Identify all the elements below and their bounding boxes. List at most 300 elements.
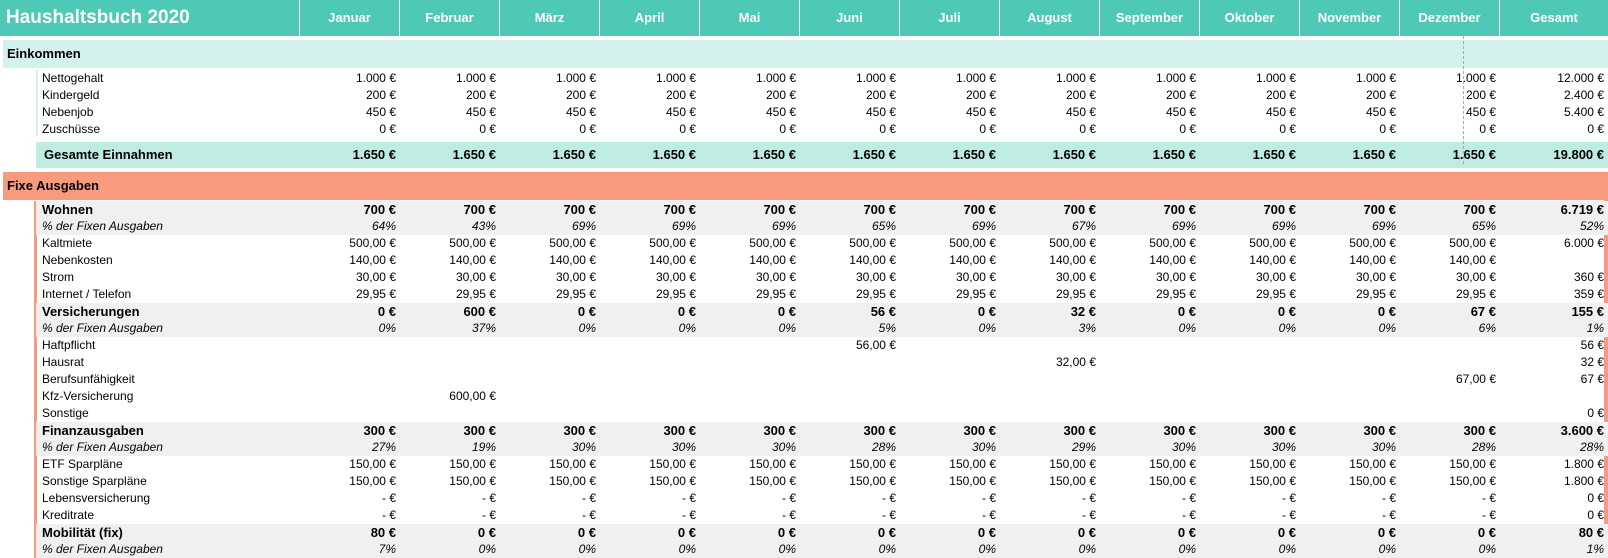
cell-month-7[interactable]: 1.650 € [952, 147, 996, 162]
cell-month-6[interactable]: 150,00 € [849, 474, 896, 488]
cell-month-9[interactable]: 0 € [1177, 525, 1196, 540]
cell-month-7[interactable]: 0% [978, 542, 996, 556]
cell-month-6[interactable] [800, 405, 900, 422]
cell-month-10[interactable]: 500,00 € [1249, 236, 1296, 250]
cell-month-12[interactable]: 150,00 € [1449, 474, 1496, 488]
row-label[interactable]: % der Fixen Ausgaben [42, 542, 163, 556]
cell-month-12[interactable]: 300 € [1463, 423, 1496, 438]
cell-month-5[interactable]: 30% [771, 440, 796, 454]
cell-month-5[interactable]: - € [781, 508, 796, 522]
cell-month-5[interactable]: 0% [778, 542, 796, 556]
cell-month-11[interactable]: 0 € [1377, 525, 1396, 540]
cell-month-8[interactable]: 3% [1078, 321, 1096, 335]
cell-month-2[interactable]: 150,00 € [449, 457, 496, 471]
cell-month-8[interactable]: 500,00 € [1049, 236, 1096, 250]
cell-month-10[interactable]: 0% [1278, 321, 1296, 335]
cell-month-2[interactable]: 200 € [465, 88, 496, 102]
cell-month-2[interactable]: 600,00 € [449, 389, 496, 403]
cell-month-2[interactable]: 600 € [463, 304, 496, 319]
cell-month-12[interactable]: 0 € [1479, 122, 1496, 136]
cell-month-6[interactable]: 29,95 € [855, 287, 896, 301]
cell-month-4[interactable]: 150,00 € [649, 474, 696, 488]
row-label[interactable]: Versicherungen [42, 304, 140, 319]
cell-total[interactable]: 5.400 € [1563, 105, 1604, 119]
row-label[interactable]: Finanzausgaben [42, 423, 144, 438]
cell-month-11[interactable]: 150,00 € [1349, 457, 1396, 471]
row-label[interactable]: % der Fixen Ausgaben [42, 321, 163, 335]
cell-total[interactable]: 80 € [1578, 525, 1604, 540]
section-income-title[interactable]: Einkommen [3, 40, 1608, 68]
cell-month-3[interactable]: 200 € [565, 88, 596, 102]
cell-total[interactable]: 3.600 € [1560, 423, 1604, 438]
cell-month-11[interactable]: 30% [1371, 440, 1396, 454]
cell-month-3[interactable]: 1.650 € [552, 147, 596, 162]
header-month-7[interactable]: Juli [900, 0, 1000, 36]
cell-month-12[interactable]: 1.650 € [1452, 147, 1496, 162]
header-month-11[interactable]: November [1300, 0, 1400, 36]
cell-month-8[interactable]: 450 € [1065, 105, 1096, 119]
cell-month-2[interactable]: 1.000 € [455, 71, 496, 85]
cell-month-10[interactable]: 140,00 € [1249, 253, 1296, 267]
cell-month-5[interactable] [700, 354, 800, 371]
cell-month-1[interactable]: 450 € [365, 105, 396, 119]
header-month-6[interactable]: Juni [800, 0, 900, 36]
cell-month-6[interactable]: 0% [878, 542, 896, 556]
cell-month-2[interactable]: 450 € [465, 105, 496, 119]
cell-month-5[interactable]: 150,00 € [749, 474, 796, 488]
cell-month-2[interactable]: 37% [471, 321, 496, 335]
cell-month-6[interactable]: - € [881, 508, 896, 522]
cell-month-3[interactable] [500, 337, 600, 354]
cell-month-7[interactable]: 0 € [977, 304, 996, 319]
cell-month-3[interactable]: 30,00 € [555, 270, 596, 284]
cell-month-9[interactable]: 140,00 € [1149, 253, 1196, 267]
cell-month-12[interactable]: 0% [1478, 542, 1496, 556]
cell-month-5[interactable]: - € [781, 491, 796, 505]
cell-month-6[interactable]: 450 € [865, 105, 896, 119]
cell-month-9[interactable] [1100, 337, 1200, 354]
cell-month-5[interactable]: 140,00 € [749, 253, 796, 267]
cell-month-9[interactable]: 1.650 € [1152, 147, 1196, 162]
cell-month-5[interactable]: 69% [771, 219, 796, 233]
cell-month-1[interactable]: 200 € [365, 88, 396, 102]
cell-month-4[interactable]: 300 € [663, 423, 696, 438]
cell-month-5[interactable] [700, 371, 800, 388]
cell-month-5[interactable] [700, 337, 800, 354]
cell-month-6[interactable]: 700 € [863, 202, 896, 217]
cell-month-3[interactable]: 700 € [563, 202, 596, 217]
cell-month-1[interactable]: 150,00 € [349, 457, 396, 471]
cell-month-3[interactable]: 140,00 € [549, 253, 596, 267]
cell-total[interactable]: 1.800 € [1563, 457, 1604, 471]
cell-month-6[interactable]: 5% [878, 321, 896, 335]
cell-month-10[interactable]: 30,00 € [1255, 270, 1296, 284]
cell-month-8[interactable]: 150,00 € [1049, 457, 1096, 471]
row-label[interactable]: Gesamte Einnahmen [44, 147, 173, 162]
cell-month-4[interactable] [600, 354, 700, 371]
row-label[interactable]: Nebenkosten [42, 253, 113, 267]
cell-month-5[interactable]: 1.000 € [755, 71, 796, 85]
cell-month-1[interactable]: 64% [371, 219, 396, 233]
cell-month-1[interactable]: - € [381, 491, 396, 505]
cell-total[interactable]: 12.000 € [1557, 71, 1604, 85]
cell-month-7[interactable] [900, 388, 1000, 405]
cell-month-6[interactable]: 500,00 € [849, 236, 896, 250]
header-month-9[interactable]: September [1100, 0, 1200, 36]
cell-month-6[interactable]: 150,00 € [849, 457, 896, 471]
cell-month-10[interactable]: 69% [1271, 219, 1296, 233]
cell-total[interactable]: 56 € [1580, 338, 1604, 352]
cell-month-11[interactable] [1300, 354, 1400, 371]
cell-month-11[interactable]: 1.000 € [1355, 71, 1396, 85]
cell-month-9[interactable]: 200 € [1165, 88, 1196, 102]
cell-month-4[interactable]: 30,00 € [655, 270, 696, 284]
cell-month-5[interactable]: 1.650 € [752, 147, 796, 162]
cell-total[interactable]: 1% [1586, 321, 1604, 335]
cell-total[interactable]: 6.000 € [1563, 236, 1604, 250]
cell-month-11[interactable]: 0% [1378, 542, 1396, 556]
cell-month-9[interactable]: - € [1181, 491, 1196, 505]
row-label[interactable]: Kindergeld [42, 88, 100, 102]
cell-total[interactable]: 28% [1579, 440, 1604, 454]
row-label[interactable]: Lebensversicherung [42, 491, 151, 505]
cell-month-9[interactable]: 0 € [1179, 122, 1196, 136]
cell-month-7[interactable]: 0% [978, 321, 996, 335]
cell-month-12[interactable]: 500,00 € [1449, 236, 1496, 250]
cell-month-2[interactable]: - € [481, 508, 496, 522]
cell-month-10[interactable]: - € [1281, 491, 1296, 505]
cell-month-12[interactable]: 67,00 € [1455, 372, 1496, 386]
section-fixed-title[interactable]: Fixe Ausgaben [3, 172, 1608, 200]
cell-month-4[interactable] [600, 388, 700, 405]
cell-month-8[interactable] [1000, 371, 1100, 388]
header-month-5[interactable]: Mai [700, 0, 800, 36]
cell-month-1[interactable]: 27% [371, 440, 396, 454]
cell-month-4[interactable]: 450 € [665, 105, 696, 119]
cell-month-9[interactable]: 69% [1171, 219, 1196, 233]
cell-total[interactable]: 1% [1586, 542, 1604, 556]
cell-month-5[interactable]: 0 € [777, 304, 796, 319]
cell-month-3[interactable]: 300 € [563, 423, 596, 438]
cell-month-3[interactable]: 450 € [565, 105, 596, 119]
cell-month-10[interactable] [1200, 405, 1300, 422]
cell-month-12[interactable] [1400, 337, 1500, 354]
cell-month-10[interactable]: 150,00 € [1249, 474, 1296, 488]
cell-total[interactable]: 360 € [1573, 270, 1604, 284]
cell-month-2[interactable]: 140,00 € [449, 253, 496, 267]
cell-month-9[interactable]: 700 € [1163, 202, 1196, 217]
cell-month-1[interactable] [300, 371, 400, 388]
cell-month-3[interactable]: 150,00 € [549, 474, 596, 488]
cell-month-6[interactable] [800, 371, 900, 388]
cell-month-3[interactable]: 0% [578, 542, 596, 556]
cell-month-8[interactable]: 29,95 € [1055, 287, 1096, 301]
cell-month-11[interactable]: 700 € [1363, 202, 1396, 217]
cell-month-7[interactable] [900, 337, 1000, 354]
cell-month-2[interactable]: 0% [478, 542, 496, 556]
cell-month-1[interactable] [300, 354, 400, 371]
cell-month-1[interactable]: 7% [378, 542, 396, 556]
cell-month-2[interactable]: 500,00 € [449, 236, 496, 250]
cell-month-7[interactable]: 30% [971, 440, 996, 454]
cell-month-11[interactable]: 29,95 € [1355, 287, 1396, 301]
cell-month-12[interactable]: 700 € [1463, 202, 1496, 217]
cell-month-1[interactable]: 150,00 € [349, 474, 396, 488]
cell-total[interactable]: 19.800 € [1553, 147, 1604, 162]
cell-month-5[interactable]: 700 € [763, 202, 796, 217]
cell-month-1[interactable]: 30,00 € [355, 270, 396, 284]
cell-month-4[interactable]: 69% [671, 219, 696, 233]
cell-month-6[interactable] [800, 354, 900, 371]
cell-month-11[interactable] [1300, 405, 1400, 422]
cell-month-7[interactable]: 0 € [977, 525, 996, 540]
header-total[interactable]: Gesamt [1530, 10, 1578, 25]
cell-month-11[interactable]: - € [1381, 491, 1396, 505]
cell-month-1[interactable]: 500,00 € [349, 236, 396, 250]
cell-total[interactable]: 155 € [1571, 304, 1604, 319]
cell-month-5[interactable]: 500,00 € [749, 236, 796, 250]
cell-month-10[interactable]: 1.650 € [1252, 147, 1296, 162]
cell-total[interactable]: 0 € [1587, 508, 1604, 522]
cell-month-5[interactable]: 29,95 € [755, 287, 796, 301]
cell-month-2[interactable]: 0 € [479, 122, 496, 136]
cell-month-11[interactable]: 450 € [1365, 105, 1396, 119]
cell-month-8[interactable]: 150,00 € [1049, 474, 1096, 488]
cell-month-8[interactable]: 0 € [1079, 122, 1096, 136]
cell-month-3[interactable]: - € [581, 508, 596, 522]
row-label[interactable]: Sonstige Sparpläne [42, 474, 147, 488]
cell-month-10[interactable]: 30% [1271, 440, 1296, 454]
cell-month-12[interactable]: 450 € [1465, 105, 1496, 119]
cell-month-5[interactable] [700, 388, 800, 405]
cell-month-6[interactable]: 0 € [877, 525, 896, 540]
cell-month-3[interactable]: 0 € [577, 304, 596, 319]
cell-month-8[interactable]: 29% [1071, 440, 1096, 454]
cell-month-4[interactable]: 1.650 € [652, 147, 696, 162]
cell-month-2[interactable]: 300 € [463, 423, 496, 438]
cell-month-3[interactable]: 69% [571, 219, 596, 233]
cell-month-12[interactable]: 200 € [1465, 88, 1496, 102]
cell-month-4[interactable]: 0% [678, 542, 696, 556]
cell-month-10[interactable] [1200, 388, 1300, 405]
cell-month-4[interactable]: 30% [671, 440, 696, 454]
cell-month-5[interactable]: 200 € [765, 88, 796, 102]
cell-month-9[interactable]: 300 € [1163, 423, 1196, 438]
header-month-2[interactable]: Februar [400, 0, 500, 36]
cell-month-10[interactable]: 200 € [1265, 88, 1296, 102]
cell-month-8[interactable]: 1.650 € [1052, 147, 1096, 162]
cell-month-8[interactable]: 67% [1071, 219, 1096, 233]
cell-month-12[interactable]: 6% [1478, 321, 1496, 335]
cell-month-3[interactable]: 0 € [579, 122, 596, 136]
cell-month-2[interactable] [400, 354, 500, 371]
cell-month-3[interactable]: 0% [578, 321, 596, 335]
cell-month-4[interactable]: - € [681, 491, 696, 505]
cell-month-3[interactable] [500, 388, 600, 405]
header-month-3[interactable]: März [500, 0, 600, 36]
cell-month-12[interactable]: 1.000 € [1455, 71, 1496, 85]
cell-month-1[interactable] [300, 405, 400, 422]
cell-month-10[interactable]: 1.000 € [1255, 71, 1296, 85]
row-label[interactable]: Kfz-Versicherung [42, 389, 134, 403]
cell-month-4[interactable] [600, 405, 700, 422]
cell-month-10[interactable] [1200, 354, 1300, 371]
cell-month-8[interactable] [1000, 337, 1100, 354]
cell-month-7[interactable] [900, 405, 1000, 422]
cell-month-4[interactable]: 0 € [679, 122, 696, 136]
row-label[interactable]: % der Fixen Ausgaben [42, 219, 163, 233]
cell-month-11[interactable]: 0% [1378, 321, 1396, 335]
cell-month-12[interactable]: 28% [1471, 440, 1496, 454]
cell-month-4[interactable]: 0% [678, 321, 696, 335]
cell-month-8[interactable]: 32,00 € [1055, 355, 1096, 369]
cell-total[interactable]: 32 € [1580, 355, 1604, 369]
row-label[interactable]: Mobilität (fix) [42, 525, 123, 540]
cell-month-12[interactable]: 140,00 € [1449, 253, 1496, 267]
cell-total[interactable]: 6.719 € [1560, 202, 1604, 217]
cell-month-2[interactable]: 700 € [463, 202, 496, 217]
cell-month-12[interactable]: 29,95 € [1455, 287, 1496, 301]
cell-month-11[interactable]: 30,00 € [1355, 270, 1396, 284]
cell-month-2[interactable]: 1.650 € [452, 147, 496, 162]
cell-month-4[interactable]: 150,00 € [649, 457, 696, 471]
cell-month-4[interactable]: 1.000 € [655, 71, 696, 85]
cell-month-9[interactable]: 30,00 € [1155, 270, 1196, 284]
cell-month-1[interactable]: 29,95 € [355, 287, 396, 301]
cell-month-4[interactable]: 0 € [677, 304, 696, 319]
cell-month-10[interactable]: 0 € [1277, 525, 1296, 540]
cell-month-11[interactable]: 500,00 € [1349, 236, 1396, 250]
cell-month-8[interactable] [1000, 388, 1100, 405]
cell-month-6[interactable] [800, 388, 900, 405]
cell-month-6[interactable]: 28% [871, 440, 896, 454]
cell-month-2[interactable]: 0 € [477, 525, 496, 540]
cell-total[interactable] [1500, 252, 1608, 269]
cell-month-6[interactable]: 0 € [879, 122, 896, 136]
cell-month-11[interactable]: 69% [1371, 219, 1396, 233]
cell-month-7[interactable]: - € [981, 491, 996, 505]
cell-total[interactable]: 1.800 € [1563, 474, 1604, 488]
cell-month-6[interactable]: - € [881, 491, 896, 505]
cell-month-3[interactable] [500, 354, 600, 371]
cell-month-7[interactable]: 450 € [965, 105, 996, 119]
cell-month-3[interactable] [500, 371, 600, 388]
cell-month-7[interactable]: 150,00 € [949, 457, 996, 471]
cell-month-2[interactable]: 43% [471, 219, 496, 233]
cell-month-10[interactable]: 150,00 € [1249, 457, 1296, 471]
cell-month-12[interactable] [1400, 405, 1500, 422]
cell-month-11[interactable]: 1.650 € [1352, 147, 1396, 162]
cell-total[interactable]: 67 € [1580, 372, 1604, 386]
cell-month-12[interactable]: 67 € [1470, 304, 1496, 319]
header-month-12[interactable]: Dezember [1400, 0, 1500, 36]
cell-month-6[interactable]: 1.650 € [852, 147, 896, 162]
cell-month-11[interactable]: 150,00 € [1349, 474, 1396, 488]
cell-month-2[interactable] [400, 371, 500, 388]
cell-month-8[interactable]: - € [1081, 508, 1096, 522]
cell-total[interactable]: 2.400 € [1563, 88, 1604, 102]
cell-month-12[interactable] [1400, 388, 1500, 405]
cell-month-10[interactable]: - € [1281, 508, 1296, 522]
cell-month-5[interactable] [700, 405, 800, 422]
row-label[interactable]: Wohnen [42, 202, 94, 217]
row-label[interactable]: Nettogehalt [42, 71, 104, 85]
cell-total[interactable]: 0 € [1587, 491, 1604, 505]
cell-month-1[interactable]: - € [381, 508, 396, 522]
cell-month-12[interactable]: - € [1481, 508, 1496, 522]
cell-month-11[interactable] [1300, 371, 1400, 388]
cell-month-6[interactable]: 300 € [863, 423, 896, 438]
cell-month-8[interactable]: 32 € [1070, 304, 1096, 319]
cell-total[interactable]: 0 € [1587, 122, 1604, 136]
cell-month-12[interactable] [1400, 354, 1500, 371]
cell-month-5[interactable]: 450 € [765, 105, 796, 119]
cell-month-1[interactable]: 1.000 € [355, 71, 396, 85]
cell-month-9[interactable]: - € [1181, 508, 1196, 522]
cell-month-9[interactable]: 29,95 € [1155, 287, 1196, 301]
cell-month-10[interactable]: 450 € [1265, 105, 1296, 119]
cell-month-9[interactable]: 500,00 € [1149, 236, 1196, 250]
cell-month-9[interactable]: 0% [1178, 321, 1196, 335]
cell-month-8[interactable] [1000, 405, 1100, 422]
cell-month-9[interactable]: 150,00 € [1149, 474, 1196, 488]
cell-month-1[interactable]: 1.650 € [352, 147, 396, 162]
cell-month-6[interactable]: 140,00 € [849, 253, 896, 267]
cell-month-3[interactable]: 29,95 € [555, 287, 596, 301]
row-label[interactable]: Kreditrate [42, 508, 95, 522]
cell-month-7[interactable]: 500,00 € [949, 236, 996, 250]
cell-month-12[interactable]: 0 € [1477, 525, 1496, 540]
cell-month-9[interactable] [1100, 354, 1200, 371]
cell-month-12[interactable]: - € [1481, 491, 1496, 505]
header-month-10[interactable]: Oktober [1200, 0, 1300, 36]
cell-month-2[interactable]: 150,00 € [449, 474, 496, 488]
header-month-1[interactable]: Januar [300, 0, 400, 36]
cell-month-4[interactable]: 0 € [677, 525, 696, 540]
cell-month-3[interactable]: 500,00 € [549, 236, 596, 250]
cell-month-10[interactable]: 300 € [1263, 423, 1296, 438]
cell-month-9[interactable]: 1.000 € [1155, 71, 1196, 85]
cell-month-9[interactable] [1100, 371, 1200, 388]
cell-total[interactable]: 52% [1579, 219, 1604, 233]
cell-month-4[interactable]: 700 € [663, 202, 696, 217]
row-label[interactable]: Zuschüsse [42, 122, 101, 136]
cell-month-2[interactable]: - € [481, 491, 496, 505]
cell-month-3[interactable]: - € [581, 491, 596, 505]
cell-month-7[interactable]: 150,00 € [949, 474, 996, 488]
cell-month-7[interactable]: 29,95 € [955, 287, 996, 301]
cell-month-4[interactable]: 200 € [665, 88, 696, 102]
cell-month-11[interactable]: - € [1381, 508, 1396, 522]
cell-month-8[interactable]: - € [1081, 491, 1096, 505]
row-label[interactable]: Nebenjob [42, 105, 94, 119]
cell-month-6[interactable]: 65% [871, 219, 896, 233]
cell-month-11[interactable]: 200 € [1365, 88, 1396, 102]
cell-month-3[interactable]: 150,00 € [549, 457, 596, 471]
cell-month-7[interactable]: 1.000 € [955, 71, 996, 85]
cell-month-7[interactable] [900, 354, 1000, 371]
cell-month-1[interactable]: 140,00 € [349, 253, 396, 267]
cell-month-2[interactable] [400, 405, 500, 422]
cell-month-10[interactable]: 0 € [1279, 122, 1296, 136]
cell-month-5[interactable]: 0% [778, 321, 796, 335]
row-label[interactable]: % der Fixen Ausgaben [42, 440, 163, 454]
cell-month-6[interactable]: 30,00 € [855, 270, 896, 284]
cell-month-2[interactable]: 29,95 € [455, 287, 496, 301]
cell-month-5[interactable]: 0 € [777, 525, 796, 540]
cell-month-11[interactable] [1300, 337, 1400, 354]
cell-month-8[interactable]: 300 € [1063, 423, 1096, 438]
